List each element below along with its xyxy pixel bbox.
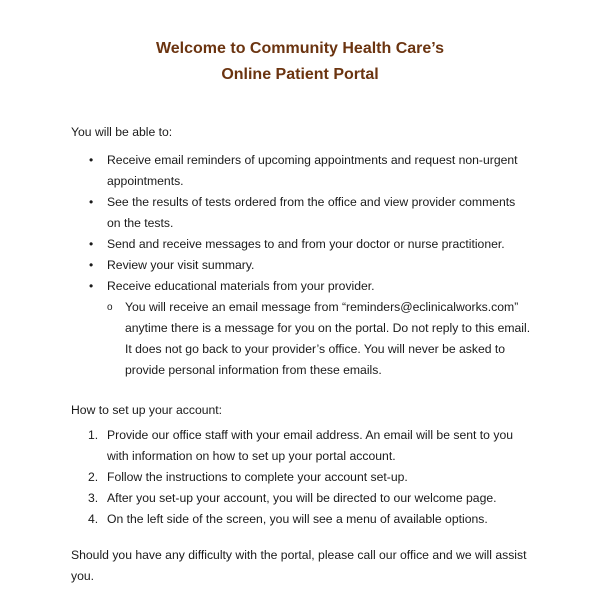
bullet-text: Review your visit summary. bbox=[107, 258, 255, 272]
step-text: After you set-up your account, you will be directed to our welcome page. bbox=[107, 491, 497, 505]
bullet-icon: • bbox=[89, 279, 94, 293]
bullet-icon: • bbox=[89, 153, 94, 167]
step-item bbox=[0, 509, 600, 530]
bullet-item bbox=[0, 150, 600, 192]
step-number: 4. bbox=[88, 512, 99, 526]
bullet-item bbox=[0, 255, 600, 276]
title-line-2: Online Patient Portal bbox=[221, 66, 379, 83]
features-bullet-list bbox=[0, 150, 600, 381]
setup-heading: How to set up your account: bbox=[71, 403, 223, 417]
step-item bbox=[0, 425, 600, 467]
sub-bullet-text: You will receive an email message from “reminders@eclinicalworks.com” anytime there is a message for you on the portal. Do not reply to this email. It does not go back to your provider’s office. You will never be asked to provide personal information from these emails. bbox=[125, 300, 531, 377]
step-number: 3. bbox=[88, 491, 99, 505]
step-item bbox=[0, 488, 600, 509]
closing-text: Should you have any difficulty with the portal, please call our office and we will assist you. bbox=[71, 548, 527, 583]
title-line-1: Welcome to Community Health Care’s bbox=[155, 40, 445, 57]
intro-text: You will be able to: bbox=[71, 125, 173, 139]
bullet-item bbox=[0, 192, 600, 234]
bullet-icon: • bbox=[89, 237, 94, 251]
step-text: On the left side of the screen, you will see a menu of available options. bbox=[107, 512, 488, 526]
page-title bbox=[0, 36, 600, 88]
hollow-circle-bullet-icon: o bbox=[107, 302, 113, 313]
step-item bbox=[0, 467, 600, 488]
bullet-text: Send and receive messages to and from your doctor or nurse practitioner. bbox=[107, 237, 505, 251]
step-text: Follow the instructions to complete your account set-up. bbox=[107, 470, 408, 484]
bullet-item bbox=[0, 276, 600, 297]
bullet-icon: • bbox=[89, 258, 94, 272]
bullet-text: Receive email reminders of upcoming appointments and request non-urgent appointments. bbox=[107, 153, 518, 188]
step-number: 2. bbox=[88, 470, 99, 484]
bullet-text: See the results of tests ordered from the office and view provider comments on the tests. bbox=[107, 195, 516, 230]
bullet-text: Receive educational materials from your provider. bbox=[107, 279, 375, 293]
bullet-icon: • bbox=[89, 195, 94, 209]
sub-bullet-item bbox=[0, 297, 600, 381]
setup-steps-list bbox=[0, 425, 600, 530]
step-text: Provide our office staff with your email address. An email will be sent to you with information on how to set up your portal account. bbox=[107, 428, 514, 463]
bullet-item bbox=[0, 234, 600, 255]
step-number: 1. bbox=[88, 428, 99, 442]
